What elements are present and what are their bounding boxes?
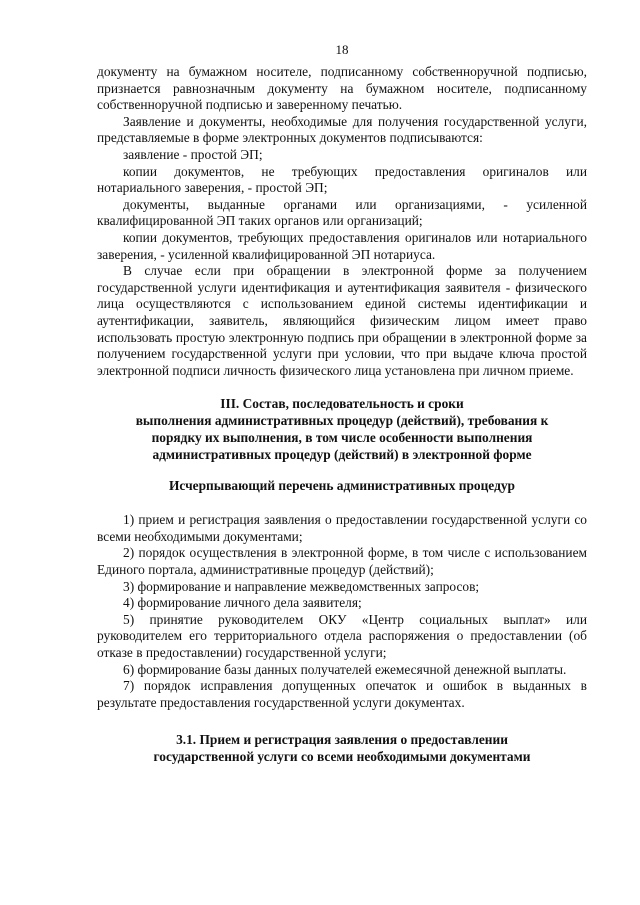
section-heading-line: выполнения административных процедур (действий), требования к bbox=[135, 413, 549, 429]
procedure-item: 1) прием и регистрация заявления о предоставлении государственной услуги со всеми необходимыми документами; bbox=[97, 512, 587, 544]
procedure-item: 2) порядок осуществления в электронной форме, в том числе с использованием Единого портала, административные процедур (действий); bbox=[97, 545, 587, 578]
section-heading-line: порядку их выполнения, в том числе особенности выполнения bbox=[151, 430, 533, 446]
paragraph-identification: В случае если при обращении в электронной форме за получением государственной услуги идентификация и аутентификация заявителя - физического лица осуществляются с использованием единой системы идентификации и аутентификации, заявитель, являющийся физическим лицом имеет право использовать простую электронную подпись при обращении в электронной форме за получением государственной услуги при условии, что при выдаче ключа простой электронной подписи личность физического лица установлена при личном приеме. bbox=[97, 263, 587, 378]
procedure-item: 6) формирование базы данных получателей ежемесячной денежной выплаты. bbox=[123, 661, 567, 677]
document-page bbox=[97, 42, 587, 765]
subsection-heading bbox=[97, 731, 587, 765]
paragraph-copies-notary: копии документов, требующих предоставления оригиналов или нотариального заверения, - усиленной квалифицированной ЭП нотариуса. bbox=[97, 229, 587, 262]
paragraph-documents-qualified: документы, выданные органами или организациями, - усиленной квалифицированной ЭП таких органов или организаций; bbox=[97, 196, 587, 229]
top-paragraphs bbox=[97, 64, 587, 379]
procedure-item: 3) формирование и направление межведомственных запросов; bbox=[123, 578, 480, 594]
procedure-item: 4) формирование личного дела заявителя; bbox=[123, 595, 362, 611]
section-heading-line: III. Состав, последовательность и сроки bbox=[220, 396, 464, 412]
procedures-list bbox=[97, 512, 587, 711]
procedure-item: 7) порядок исправления допущенных опечаток и ошибок в выданных в результате предоставления государственной услуги документах. bbox=[97, 678, 587, 710]
section-heading-line: административных процедур (действий) в электронной форме bbox=[152, 447, 532, 463]
page-number: 18 bbox=[335, 42, 349, 57]
paragraph-signing-intro: Заявление и документы, необходимые для получения государственной услуги, представляемые в форме электронных документов подписываются: bbox=[97, 113, 587, 146]
subsection-heading-line: 3.1. Прием и регистрация заявления о предоставлении bbox=[176, 732, 508, 748]
procedures-subheading: Исчерпывающий перечень административных процедур bbox=[168, 478, 515, 494]
paragraph-application-simple: заявление - простой ЭП; bbox=[123, 146, 263, 162]
paragraph-copies-simple: копии документов, не требующих предоставления оригиналов или нотариального заверения, - простой ЭП; bbox=[97, 163, 587, 196]
procedure-item: 5) принятие руководителем ОКУ «Центр социальных выплат» или руководителем его территориального отдела распоряжения о предоставлении (об отказе в предоставлении) государственной услуги; bbox=[97, 611, 587, 661]
paragraph-continuation: документу на бумажном носителе, подписанному собственноручной подписью, признается равнозначным документу на бумажном носителе, подписанному собственноручной подписью и заверенному печатью. bbox=[97, 64, 587, 113]
section-heading bbox=[97, 395, 587, 463]
subsection-heading-line: государственной услуги со всеми необходимыми документами bbox=[153, 749, 531, 765]
